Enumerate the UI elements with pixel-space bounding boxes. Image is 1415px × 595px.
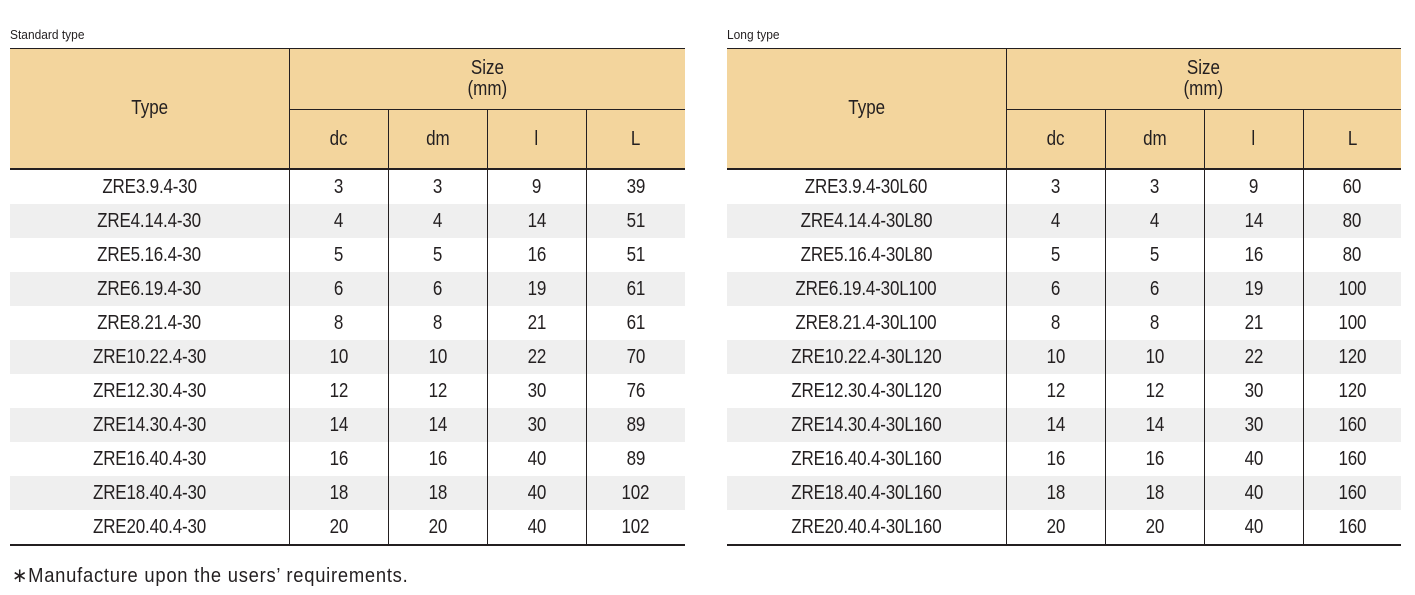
l-big-cell: 39	[586, 169, 685, 204]
dm-cell: 16	[1105, 442, 1204, 476]
dm-cell: 18	[388, 476, 487, 510]
l-big-cell: 89	[586, 408, 685, 442]
dc-cell: 4	[1006, 204, 1105, 238]
table-row	[727, 238, 1401, 272]
l-big-cell: 120	[1303, 340, 1401, 374]
l-big-cell: 51	[586, 204, 685, 238]
type-cell: ZRE6.19.4-30	[10, 272, 289, 306]
l-big-cell: 60	[1303, 169, 1401, 204]
type-cell: ZRE20.40.4-30	[10, 510, 289, 545]
type-cell: ZRE18.40.4-30L160	[727, 476, 1006, 510]
table-row	[727, 204, 1401, 238]
table-row	[10, 510, 685, 545]
long-type-table	[727, 48, 1401, 546]
table-row	[727, 476, 1401, 510]
type-cell: ZRE3.9.4-30	[10, 169, 289, 204]
standard-type-title: Standard type	[10, 27, 85, 42]
table-row	[10, 374, 685, 408]
dm-cell: 10	[388, 340, 487, 374]
type-cell: ZRE8.21.4-30L100	[727, 306, 1006, 340]
type-cell: ZRE3.9.4-30L60	[727, 169, 1006, 204]
l-big-cell: 80	[1303, 238, 1401, 272]
l-small-column-header: l	[487, 110, 586, 170]
dm-cell: 8	[388, 306, 487, 340]
dc-cell: 20	[1006, 510, 1105, 545]
l-small-cell: 30	[1204, 408, 1303, 442]
type-cell: ZRE10.22.4-30L120	[727, 340, 1006, 374]
l-big-cell: 89	[586, 442, 685, 476]
dc-cell: 3	[333, 175, 344, 198]
l-small-cell: 30	[487, 408, 586, 442]
table-row	[727, 374, 1401, 408]
l-big-cell: 76	[586, 374, 685, 408]
l-small-column-header: l	[1204, 110, 1303, 170]
dm-cell: 5	[1105, 238, 1204, 272]
dc-cell: 12	[329, 379, 348, 402]
type-cell: ZRE16.40.4-30	[10, 442, 289, 476]
l-big-cell: 61	[586, 306, 685, 340]
l-small-cell: 14	[487, 204, 586, 238]
l-small-cell: 30	[1204, 374, 1303, 408]
table-row	[727, 340, 1401, 374]
table-row	[727, 169, 1401, 204]
l-big-cell: 160	[1303, 442, 1401, 476]
l-big-cell: 100	[1303, 306, 1401, 340]
dc-cell: 10	[289, 340, 388, 374]
l-small-cell: 16	[1204, 238, 1303, 272]
l-small-cell: 9	[1204, 169, 1303, 204]
l-big-cell: 160	[1303, 476, 1401, 510]
l-small-cell: 30	[487, 374, 586, 408]
l-big-cell: 102	[586, 510, 685, 545]
type-cell: ZRE5.16.4-30L80	[727, 238, 1006, 272]
dm-cell: 8	[1105, 306, 1204, 340]
l-big-column-header: L	[1303, 110, 1401, 170]
l-big-column-header: L	[586, 110, 685, 170]
l-small-cell: 21	[1204, 306, 1303, 340]
size-group-header: Size (mm)	[289, 49, 685, 110]
dc-cell: 16	[1046, 447, 1065, 470]
dm-cell: 3	[388, 169, 487, 204]
table-row	[727, 408, 1401, 442]
dm-cell: 12	[388, 374, 487, 408]
l-small-cell: 14	[1204, 204, 1303, 238]
dc-column-header: dc	[289, 110, 388, 170]
table-row	[10, 238, 685, 272]
type-cell: ZRE20.40.4-30L160	[727, 510, 1006, 545]
table-row	[10, 169, 685, 204]
type-cell: ZRE5.16.4-30	[10, 238, 289, 272]
l-big-cell: 102	[586, 476, 685, 510]
table-row	[727, 272, 1401, 306]
dm-cell: 12	[1105, 374, 1204, 408]
footnote: ∗Manufacture upon the users’ requirements.	[12, 565, 409, 587]
table-row	[727, 442, 1401, 476]
l-big-cell: 160	[1303, 408, 1401, 442]
dm-column-header: dm	[388, 110, 487, 170]
l-big-cell: 70	[586, 340, 685, 374]
table-row	[10, 272, 685, 306]
table-row	[727, 306, 1401, 340]
dc-cell: 10	[1006, 340, 1105, 374]
l-big-cell: 51	[586, 238, 685, 272]
dc-cell: 5	[1050, 243, 1061, 266]
dm-cell: 14	[388, 408, 487, 442]
dc-cell: 12	[1046, 379, 1065, 402]
standard-type-table	[10, 48, 685, 546]
dm-cell: 14	[1105, 408, 1204, 442]
table-row	[727, 510, 1401, 545]
type-cell: ZRE10.22.4-30	[10, 340, 289, 374]
dm-cell: 6	[388, 272, 487, 306]
l-small-cell: 21	[487, 306, 586, 340]
l-small-cell: 40	[487, 476, 586, 510]
l-small-cell: 22	[1204, 340, 1303, 374]
standard-type-panel	[10, 26, 685, 546]
table-row	[10, 340, 685, 374]
l-small-cell: 40	[487, 510, 586, 545]
dm-column-header: dm	[1105, 110, 1204, 170]
type-cell: ZRE4.14.4-30	[10, 204, 289, 238]
dc-cell: 8	[333, 311, 344, 334]
table-row	[10, 442, 685, 476]
long-type-title: Long type	[727, 27, 780, 42]
dc-cell: 5	[333, 243, 344, 266]
l-big-cell: 160	[1303, 510, 1401, 545]
type-cell: ZRE12.30.4-30L120	[727, 374, 1006, 408]
table-row	[10, 476, 685, 510]
dc-cell: 6	[289, 272, 388, 306]
dc-cell: 8	[1050, 311, 1061, 334]
dc-cell: 18	[289, 476, 388, 510]
dm-cell: 6	[1105, 272, 1204, 306]
dc-cell: 14	[289, 408, 388, 442]
l-small-cell: 40	[1204, 476, 1303, 510]
dm-cell: 20	[388, 510, 487, 545]
long-type-panel	[727, 26, 1401, 546]
dm-cell: 10	[1105, 340, 1204, 374]
l-small-cell: 19	[487, 272, 586, 306]
type-column-header: Type	[727, 49, 1006, 170]
l-small-cell: 19	[1204, 272, 1303, 306]
l-small-cell: 9	[487, 169, 586, 204]
dc-cell: 4	[289, 204, 388, 238]
table-row	[10, 306, 685, 340]
dm-cell: 5	[388, 238, 487, 272]
standard-table-body	[10, 169, 685, 545]
long-table-body	[727, 169, 1401, 545]
l-small-cell: 40	[1204, 510, 1303, 545]
type-cell: ZRE14.30.4-30	[10, 408, 289, 442]
dc-cell: 6	[1006, 272, 1105, 306]
dm-cell: 4	[388, 204, 487, 238]
dm-cell: 3	[1105, 169, 1204, 204]
dc-cell: 20	[289, 510, 388, 545]
dm-cell: 16	[388, 442, 487, 476]
type-cell: ZRE14.30.4-30L160	[727, 408, 1006, 442]
dm-cell: 20	[1105, 510, 1204, 545]
l-big-cell: 100	[1303, 272, 1401, 306]
table-row	[10, 204, 685, 238]
dc-cell: 14	[1006, 408, 1105, 442]
type-cell: ZRE4.14.4-30L80	[727, 204, 1006, 238]
l-big-cell: 61	[586, 272, 685, 306]
dm-cell: 4	[1105, 204, 1204, 238]
dc-cell: 3	[1050, 175, 1061, 198]
l-small-cell: 40	[1204, 442, 1303, 476]
type-cell: ZRE8.21.4-30	[10, 306, 289, 340]
type-column-header: Type	[10, 49, 289, 170]
dc-cell: 18	[1006, 476, 1105, 510]
l-big-cell: 80	[1303, 204, 1401, 238]
l-small-cell: 40	[487, 442, 586, 476]
type-cell: ZRE12.30.4-30	[10, 374, 289, 408]
dm-cell: 18	[1105, 476, 1204, 510]
l-small-cell: 22	[487, 340, 586, 374]
dc-cell: 16	[329, 447, 348, 470]
l-big-cell: 120	[1303, 374, 1401, 408]
size-group-header: Size (mm)	[1006, 49, 1401, 110]
type-cell: ZRE16.40.4-30L160	[727, 442, 1006, 476]
type-cell: ZRE18.40.4-30	[10, 476, 289, 510]
table-row	[10, 408, 685, 442]
type-cell: ZRE6.19.4-30L100	[727, 272, 1006, 306]
dc-column-header: dc	[1006, 110, 1105, 170]
l-small-cell: 16	[487, 238, 586, 272]
